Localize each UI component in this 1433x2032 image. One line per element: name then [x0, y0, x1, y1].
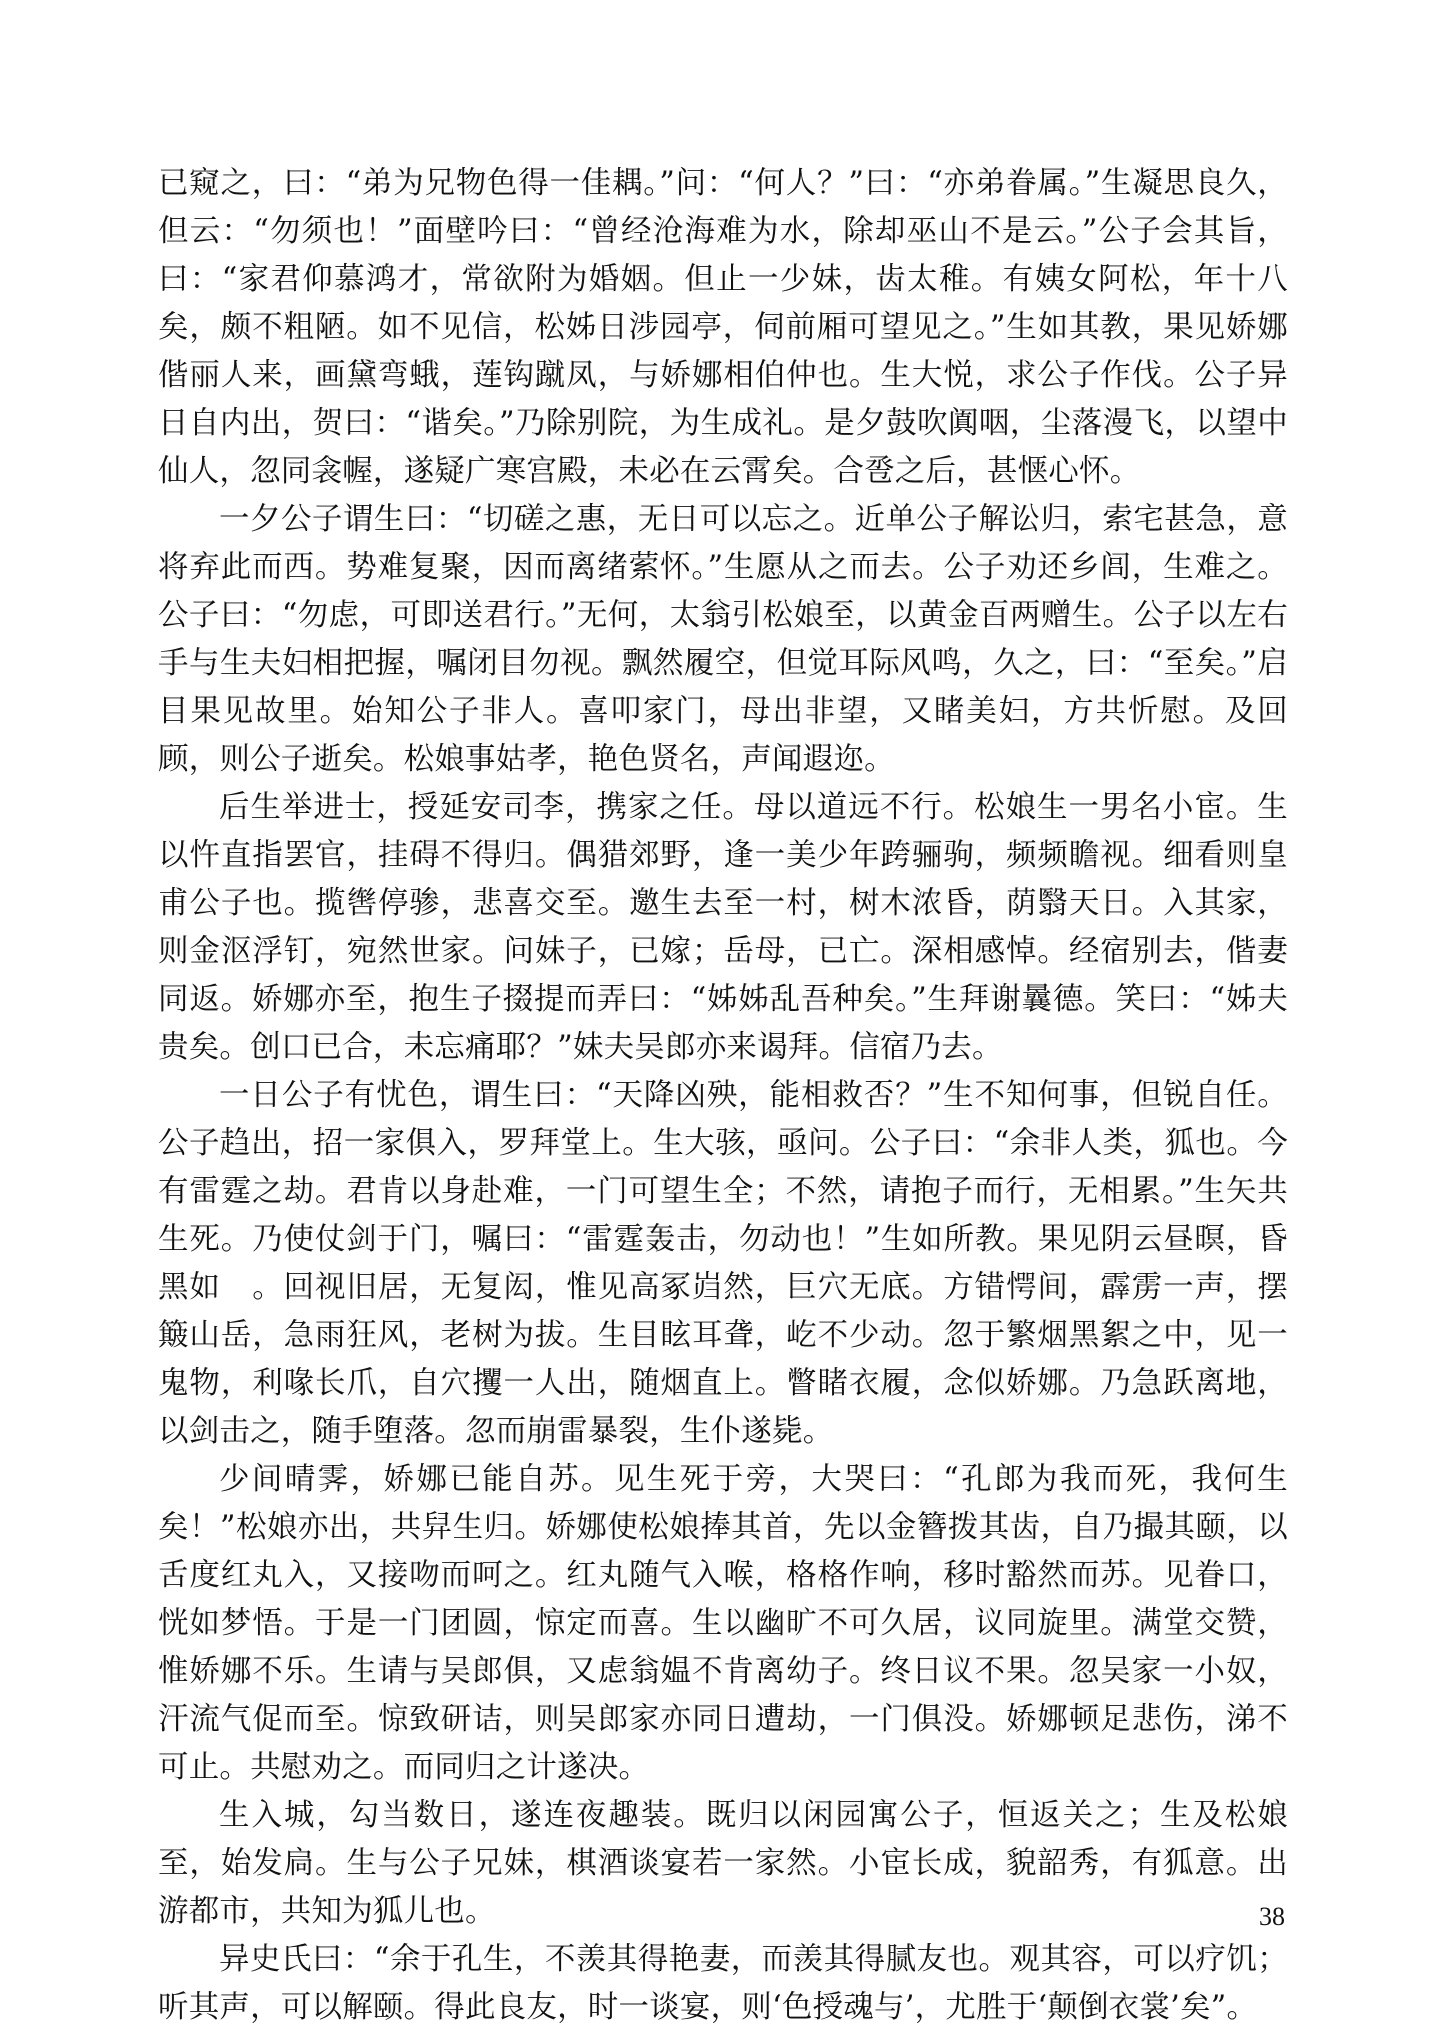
page-number: 38	[1259, 1902, 1285, 1931]
paragraph-1: 已窥之，曰：“弟为兄物色得一佳耦。”问：“何人？”曰：“亦弟眷属。”生凝思良久，但云：“勿须也！”面壁吟曰：“曾经沧海难为水，除却巫山不是云。”公子会其旨，曰：“家君仰慕鸿才，常欲附为婚姻。但止一少妹，齿太稚。有姨女阿松，年十八矣，颇不粗陋。如不见信，松姊日涉园亭，伺前厢可望见之。”生如其教，果见娇娜偕丽人来，画黛弯蛾，莲钩蹴凤，与娇娜相伯仲也。生大悦，求公子作伐。公子异日自内出，贺曰：“谐矣。”乃除别院，为生成礼。是夕鼓吹阗咽，尘落漫飞，以望中仙人，忽同衾幄，遂疑广寒宫殿，未必在云霄矣。合卺之后，甚惬心怀。	[158, 166, 1288, 489]
paragraph-6: 生入城，勾当数日，遂连夜趣装。既归以闲园寓公子，恒返关之；生及松娘至，始发扃。生与公子兄妹，棋酒谈宴若一家然。小宦长成，貌韶秀，有狐意。出游都市，共知为狐儿也。	[158, 1798, 1288, 1929]
paragraph-4: 一日公子有忧色，谓生曰：“天降凶殃，能相救否？”生不知何事，但锐自任。公子趋出，招一家俱入，罗拜堂上。生大骇，亟问。公子曰：“余非人类，狐也。今有雷霆之劫。君肯以身赴难，一门可望生全；不然，请抱子而行，无相累。”生矢共生死。乃使仗剑于门，嘱曰：“雷霆轰击，勿动也！”生如所教。果见阴云昼暝，昏黑如 。回视旧居，无复闳，惟见高冢岿然，巨穴无底。方错愕间，霹雳一声，摆簸山岳，急雨狂风，老树为拔。生目眩耳聋，屹不少动。忽于繁烟黑絮之中，见一鬼物，利喙长爪，自穴攫一人出，随烟直上。瞥睹衣履，念似娇娜。乃急跃离地，以剑击之，随手堕落。忽而崩雷暴裂，生仆遂毙。	[158, 1078, 1288, 1449]
paragraph-5: 少间晴霁，娇娜已能自苏。见生死于旁，大哭曰：“孔郎为我而死，我何生矣！”松娘亦出，共舁生归。娇娜使松娘捧其首，先以金簪拨其齿，自乃撮其颐，以舌度红丸入，又接吻而呵之。红丸随气入喉，格格作响，移时豁然而苏。见眷口，恍如梦悟。于是一门团圆，惊定而喜。生以幽旷不可久居，议同旋里。满堂交赞，惟娇娜不乐。生请与吴郎俱，又虑翁媪不肯离幼子。终日议不果。忽吴家一小奴，汗流气促而至。惊致研诘，则吴郎家亦同日遭劫，一门俱没。娇娜顿足悲伤，涕不可止。共慰劝之。而同归之计遂决。	[158, 1462, 1288, 1785]
paragraph-7: 异史氏曰：“余于孔生，不羡其得艳妻，而羡其得腻友也。观其容，可以疗饥；听其声，可以解颐。得此良友，时一谈宴，则‘色授魂与’，尤胜于‘颠倒衣裳’矣”。	[158, 1942, 1288, 2025]
paragraph-2: 一夕公子谓生曰：“切磋之惠，无日可以忘之。近单公子解讼归，索宅甚急，意将弃此而西。势难复聚，因而离绪萦怀。”生愿从之而去。公子劝还乡闾，生难之。公子曰：“勿虑，可即送君行。”无何，太翁引松娘至，以黄金百两赠生。公子以左右手与生夫妇相把握，嘱闭目勿视。飘然履空，但觉耳际风鸣，久之，曰：“至矣。”启目果见故里。始知公子非人。喜叩家门，母出非望，又睹美妇，方共忻慰。及回顾，则公子逝矣。松娘事姑孝，艳色贤名，声闻遐迩。	[158, 502, 1288, 777]
page-body	[158, 160, 1288, 2032]
paragraph-3: 后生举进士，授延安司李，携家之任。母以道远不行。松娘生一男名小宦。生以忤直指罢官，挂碍不得归。偶猎郊野，逢一美少年跨骊驹，频频瞻视。细看则皇甫公子也。揽辔停骖，悲喜交至。邀生去至一村，树木浓昏，荫翳天日。入其家，则金沤浮钉，宛然世家。问妹子，已嫁；岳母，已亡。深相感悼。经宿别去，偕妻同返。娇娜亦至，抱生子掇提而弄曰：“姊姊乱吾种矣。”生拜谢曩德。笑曰：“姊夫贵矣。创口已合，未忘痛耶？”妹夫吴郎亦来谒拜。信宿乃去。	[158, 790, 1288, 1065]
